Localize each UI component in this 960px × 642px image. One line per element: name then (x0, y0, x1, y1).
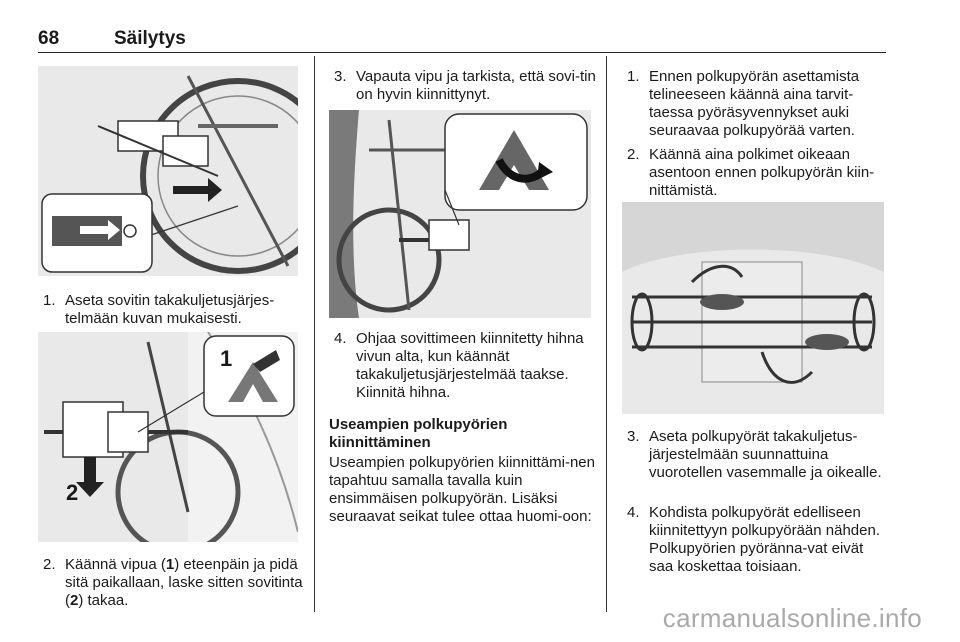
figure-multiple-bikes (622, 202, 884, 414)
chapter-title: Säilytys (114, 28, 186, 49)
callout-ref-2: 2 (70, 592, 79, 609)
figure-lever-and-adapter (38, 332, 298, 542)
col3-step-2: 2. Käännä aina polkimet oikeaan asentoon ennen polkupyörän kiin-nittämistä. (627, 146, 875, 199)
figure-adapter-mount (38, 66, 298, 276)
col1-step-1: 1. Aseta sovitin takakuljetusjärjes-telmään kuvan mukaisesti. (43, 292, 275, 327)
col3-step-1: 1. Ennen polkupyörän asettamista telineeseen käännä aina tarvit-taessa pyöräsyvennykset auki seuraavaa polkupyörää varten. (627, 68, 860, 139)
adapter-mount-illustration (38, 66, 298, 276)
section-heading: Useampien polkupyörien kiinnittäminen (329, 416, 508, 451)
column-divider-2 (606, 56, 607, 612)
page-number: 68 (38, 28, 60, 49)
watermark: carmanualsonline.info (662, 603, 922, 633)
column-divider-1 (314, 56, 315, 612)
page-header (38, 26, 886, 53)
figure-callout-2: 2 (66, 480, 79, 505)
verify-adapter-illustration (329, 110, 591, 318)
col1-step-2: 2. Käännä vipua (1) eteenpäin ja pidä sitä paikallaan, laske sitten sovitinta (2) takaa. (43, 556, 303, 609)
col3-step-4: 4. Kohdista polkupyörät edelliseen kiinnitettyyn polkupyörään nähden. Polkupyörien pyöränna-vat eivät saa koskettaa toisiaan. (627, 504, 880, 575)
callout-ref-1: 1 (165, 556, 175, 573)
section-paragraph: Useampien polkupyörien kiinnittämi-nen tapahtuu samalla tavalla kuin ensimmäisen polkupyörän. Lisäksi seuraavat seikat tulee ottaa huomi-oon: (329, 454, 595, 525)
col3-step-3: 3. Aseta polkupyörät takakuljetus-järjestelmään suunnattuina vuorotellen vasemmalle ja oikealle. (627, 428, 882, 481)
figure-verify-adapter (329, 110, 591, 318)
col2-step-3: 3. Vapauta vipu ja tarkista, että sovi-tin on hyvin kiinnittynyt. (334, 68, 596, 103)
figure-callout-1: 1 (220, 346, 233, 371)
multiple-bikes-illustration (622, 202, 884, 414)
lever-illustration (38, 332, 298, 542)
col2-step-4: 4. Ohjaa sovittimeen kiinnitetty hihna vivun alta, kun käännät takakuljetusjärjestelmää taakse. Kiinnitä hihna. (334, 330, 584, 401)
